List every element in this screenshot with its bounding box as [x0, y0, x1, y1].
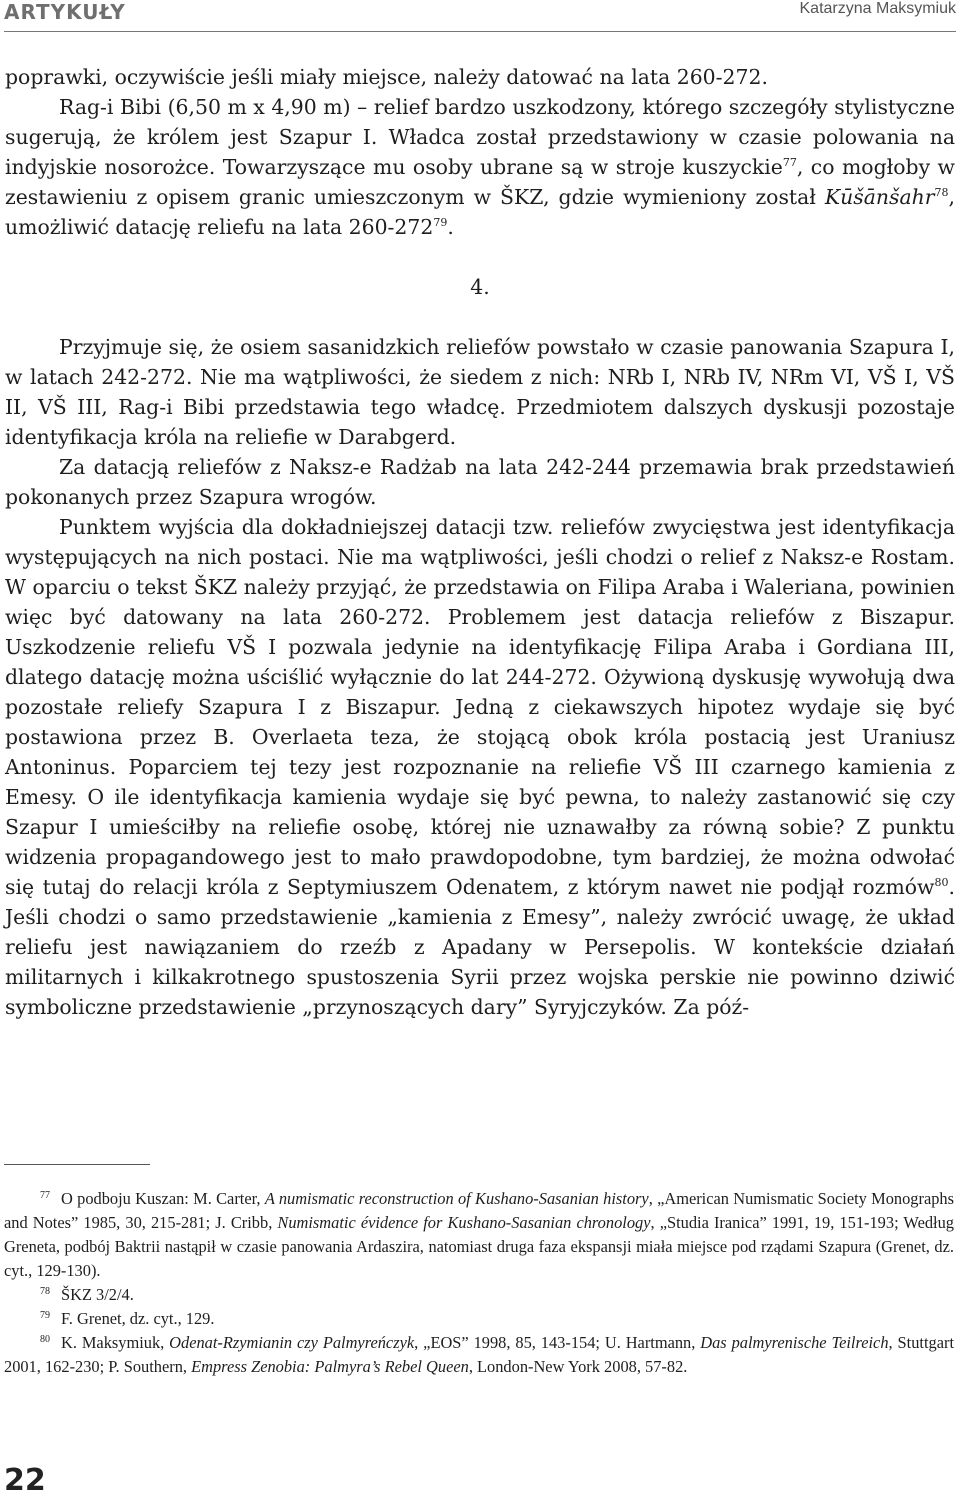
- paragraph: Za datacją reliefów z Naksz-e Radżab na lata 242-244 przemawia brak przedstawień pokonanych przez Szapura wrogów.: [5, 455, 955, 509]
- text-run: , Stuttgart 2001, 162-230; P. Southern,: [4, 1333, 954, 1376]
- footnote-rule: [4, 1164, 150, 1165]
- paragraph: [5, 92, 955, 242]
- text-run: .: [447, 215, 454, 239]
- footnote-number: 79: [40, 1309, 50, 1321]
- text-run: , umożliwić datację reliefu na lata 260-272: [5, 185, 955, 239]
- text-run: K. Maksymiuk,: [61, 1333, 170, 1352]
- footnote-ref: 80: [934, 876, 949, 890]
- paragraph: Przyjmuje się, że osiem sasanidzkich reliefów powstało w czasie panowania Szapura I, w latach 242-272. Nie ma wątpliwości, że siedem z nich: NRb I, NRb IV, NRm VI, VŠ I, VŠ II, VŠ III, Rag-i Bibi przedstawia tego władcę. Przedmiotem dalszych dyskusji pozostaje identyfikacja króla na reliefie w Darabgerd.: [5, 335, 955, 449]
- text-run: , co mogłoby w zestawieniu z opisem granic umieszczonym w ŠKZ, gdzie wymieniony został: [5, 155, 956, 209]
- text-run: Rag-i Bibi (6,50 m x 4,90 m) – relief bardzo uszkodzony, którego szczegóły stylistyczne sugerują, że królem jest Szapur I. Władca został przedstawiony w czasie polowania na indyjskie nosorożce. Towarzyszące mu osoby ubrane są w stroje kuszyckie: [5, 95, 955, 179]
- main-text: [5, 62, 955, 1022]
- spacer: [5, 302, 955, 332]
- paragraph: poprawki, oczywiście jeśli miały miejsce, należy datować na lata 260-272.: [5, 65, 768, 89]
- footnote-number: 80: [40, 1333, 50, 1345]
- footnote-78: [4, 1283, 954, 1307]
- footnote-ref: 77: [782, 156, 797, 170]
- footnotes: [4, 1187, 954, 1379]
- text-run: , „Studia Iranica” 1991, 19, 151-193; Według Greneta, podbój Baktrii nastąpił w czasie panowania Ardaszira, natomiast druga faza ekspansji miała miejsce pod rządami Szapura (Grenet, dz. cyt., 129-130).: [4, 1213, 955, 1280]
- text-run: ŠKZ 3/2/4.: [61, 1285, 134, 1304]
- section-label: ARTYKUŁY: [4, 0, 126, 24]
- text-run: Punktem wyjścia dla dokładniejszej datacji tzw. reliefów zwycięstwa jest identyfikacja występujących na nich postaci. Nie ma wątpliwości, jeśli chodzi o relief z Naksz-e Rostam. W oparciu o tekst ŠKZ należy przyjąć, że przedstawia on Filipa Araba i Waleriana, powinien więc być datowany na lata 260-272. Problemem jest datacja reliefów z Biszapur. Uszkodzenie reliefu VŠ I pozwala jedynie na identyfikację Filipa Araba i Gordiana III, dlatego datację można uściślić wyłącznie do lat 244-272. Ożywioną dyskusję wywołują dwa pozostałe reliefy Szapura I z Biszapur. Jedną z ciekawszych hipotez wydaje się być postawiona przez B. Overlaeta teza, że stojącą obok króla postacią jest Uraniusz Antoninus. Poparciem tej tezy jest rozpoznanie na reliefie VŠ III czarnego kamienia z Emesy. O ile identyfikacja kamienia wydaje się być pewna, to należy zastanowić się czy Szapur I umieściłby na reliefie osobę, której nie uznawałby za równą sobie? Z punktu widzenia propagandowego jest to mało prawdopodobne, tym bardziej, że można odwołać się tutaj do relacji króla z Septymiuszem Odenatem, z którym nawet nie podjął rozmów: [5, 515, 955, 899]
- italic-title: A numismatic reconstruction of Kushano-Sasanian history: [264, 1189, 649, 1208]
- italic-term: Kūšānšahr: [824, 185, 935, 209]
- page-header: [0, 0, 960, 34]
- text-run: F. Grenet, dz. cyt., 129.: [61, 1309, 215, 1328]
- footnote-ref: 78: [934, 186, 949, 200]
- italic-title: Numismatic évidence for Kushano-Sasanian chronology: [277, 1213, 651, 1232]
- text-run: , „American Numismatic Society Monographs and Notes” 1985, 30, 215-281; J. Cribb,: [4, 1189, 954, 1232]
- text-run: . Jeśli chodzi o samo przedstawienie „kamienia z Emesy”, należy zwrócić uwagę, że układ reliefu jest nawiązaniem do rzeźb z Apadany w Persepolis. W kontekście działań militarnych i kilkakrotnego spustoszenia Syrii przez wojska perskie nie powinno dziwić symboliczne przedstawienie „przynoszących dary” Syryjczyków. Za póź-: [5, 875, 955, 1019]
- running-author: Katarzyna Maksymiuk: [799, 0, 956, 17]
- footnote-number: 78: [40, 1285, 50, 1297]
- section-number: 4.: [470, 275, 490, 299]
- header-rule: [4, 31, 956, 32]
- page-number: 22: [4, 1463, 46, 1498]
- italic-title: Odenat-Rzymianin czy Palmyreńczyk: [169, 1333, 415, 1352]
- text-run: , London-New York 2008, 57-82.: [468, 1357, 688, 1376]
- footnote-77: [4, 1187, 954, 1283]
- italic-title: Das palmyrenische Teilreich: [700, 1333, 889, 1352]
- text-run: O podboju Kuszan: M. Carter,: [61, 1189, 265, 1208]
- footnote-79: [4, 1307, 954, 1331]
- footnote-ref: 79: [433, 216, 448, 230]
- footnote-80: [4, 1331, 954, 1379]
- spacer: [5, 242, 955, 272]
- italic-title: Empress Zenobia: Palmyra’s Rebel Queen: [191, 1357, 469, 1376]
- footnote-number: 77: [40, 1189, 50, 1201]
- paragraph: [5, 512, 955, 1022]
- text-run: , „EOS” 1998, 85, 143-154; U. Hartmann,: [414, 1333, 701, 1352]
